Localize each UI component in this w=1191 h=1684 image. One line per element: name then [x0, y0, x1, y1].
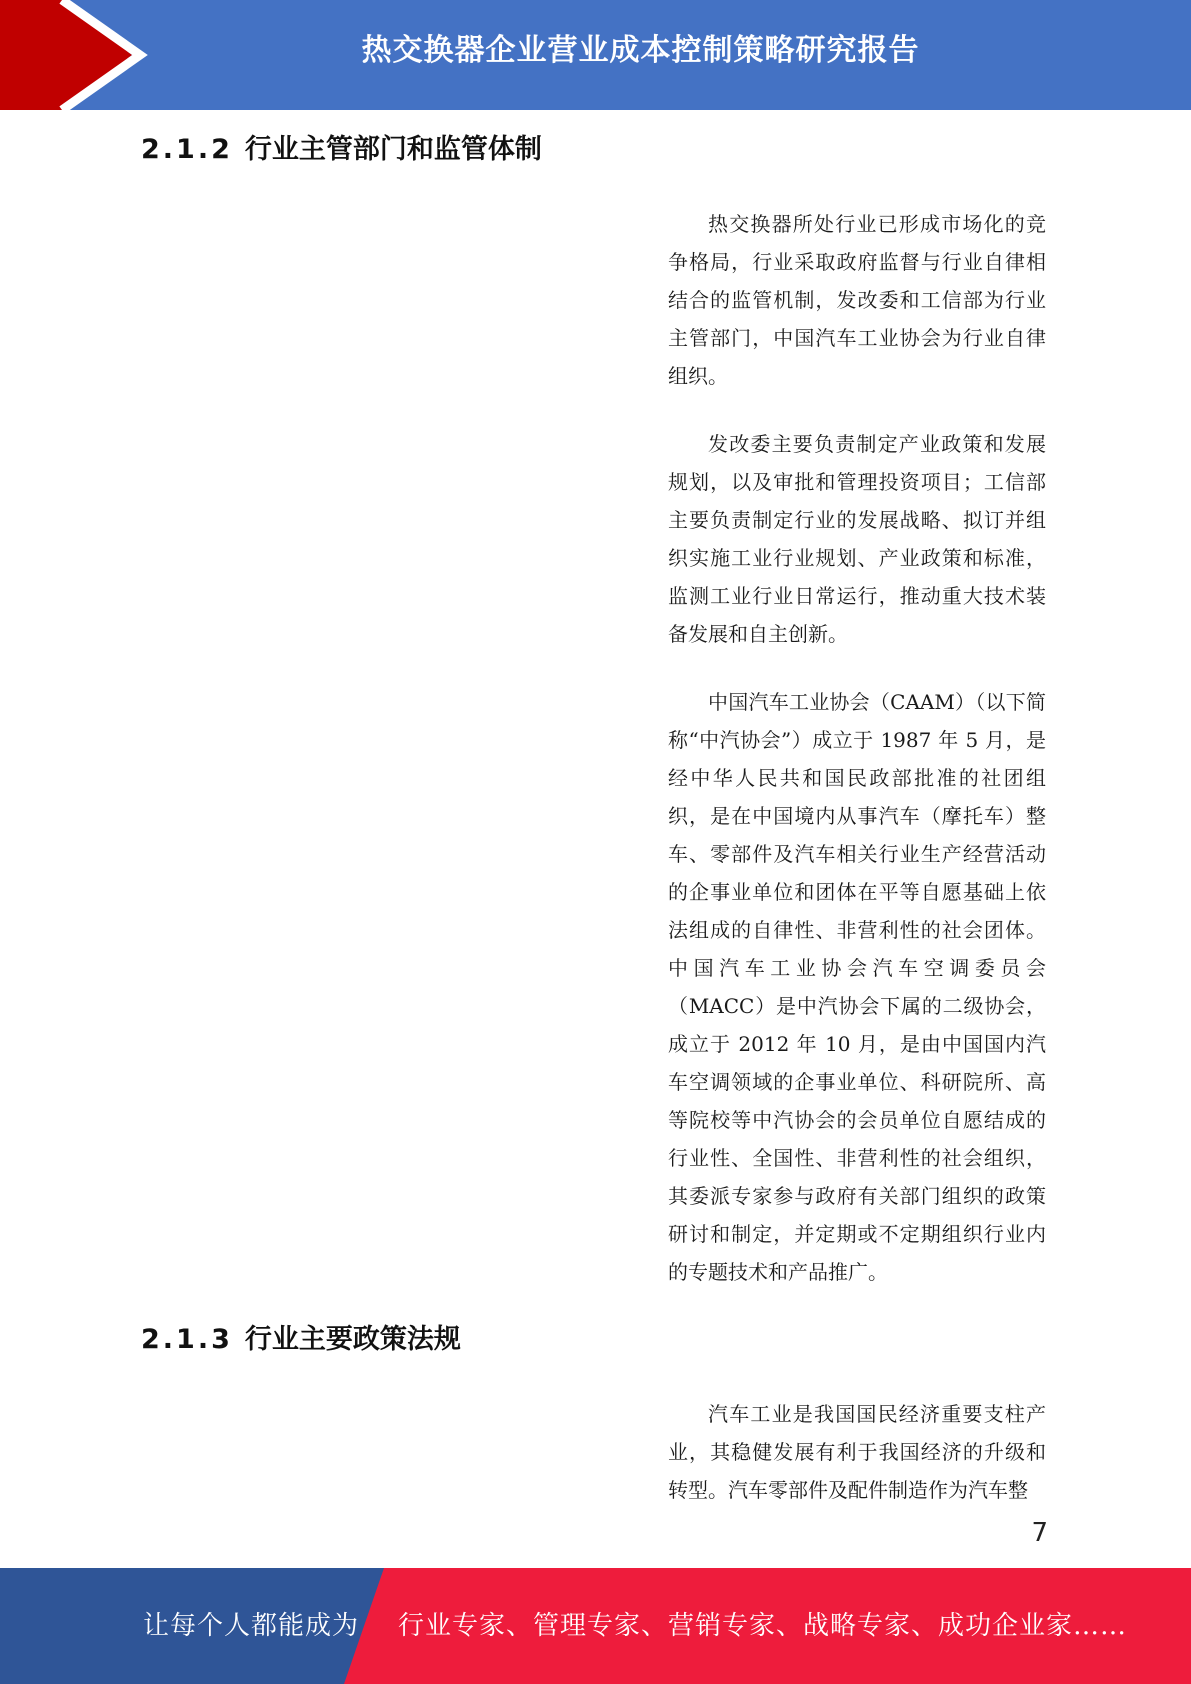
- report-title: 热交换器企业营业成本控制策略研究报告: [361, 33, 920, 68]
- section-number: 2.1.3: [141, 1324, 233, 1355]
- paragraph: 热交换器所处行业已形成市场化的竞争格局，行业采取政府监督与行业自律相结合的监管机制，发改委和工信部为行业主管部门，中国汽车工业协会为行业自律组织。: [668, 212, 1046, 388]
- page-footer: [0, 1568, 1191, 1684]
- paragraph: 汽车工业是我国国民经济重要支柱产业，其稳健发展有利于我国经济的升级和转型。汽车零部件及配件制造作为汽车整: [668, 1402, 1046, 1502]
- section-body-2-1-3: [668, 1395, 1046, 1539]
- section-number: 2.1.2: [141, 134, 233, 165]
- page-header: [0, 0, 1191, 110]
- footer-slogan-left: 让每个人都能成为: [143, 1611, 360, 1641]
- paragraph: 中国汽车工业协会（CAAM）（以下简称“中汽协会”）成立于 1987 年 5 月，是经中华人民共和国民政部批准的社团组织，是在中国境内从事汽车（摩托车）整车、零部件及汽车相关行业生产经营活动的企事业单位和团体在平等自愿基础上依法组成的自律性、非营利性的社会团体。中国汽车工业协会汽车空调委员会（MACC）是中汽协会下属的二级协会，成立于 2012 年 10 月，是由中国国内汽车空调领域的企事业单位、科研院所、高等院校等中汽协会的会员单位自愿结成的行业性、全国性、非营利性的社会组织，其委派专家参与政府有关部门组织的政策研讨和制定，并定期或不定期组织行业内的专题技术和产品推广。: [668, 690, 1046, 1284]
- section-heading-2-1-3: [141, 1320, 461, 1360]
- section-body-2-1-2: [668, 205, 1046, 1321]
- footer-slogan-right: 行业专家、管理专家、营销专家、战略专家、成功企业家……: [398, 1611, 1128, 1641]
- section-heading-2-1-2: [141, 130, 542, 170]
- chevron-arrow-icon: [0, 0, 150, 110]
- paragraph: 发改委主要负责制定产业政策和发展规划，以及审批和管理投资项目；工信部主要负责制定行业的发展战略、拟订并组织实施工业行业规划、产业政策和标准，监测工业行业日常运行，推动重大技术装备发展和自主创新。: [668, 432, 1046, 646]
- section-title: 行业主管部门和监管体制: [244, 134, 542, 165]
- section-title: 行业主要政策法规: [244, 1324, 461, 1355]
- page-number: 7: [1031, 1518, 1048, 1548]
